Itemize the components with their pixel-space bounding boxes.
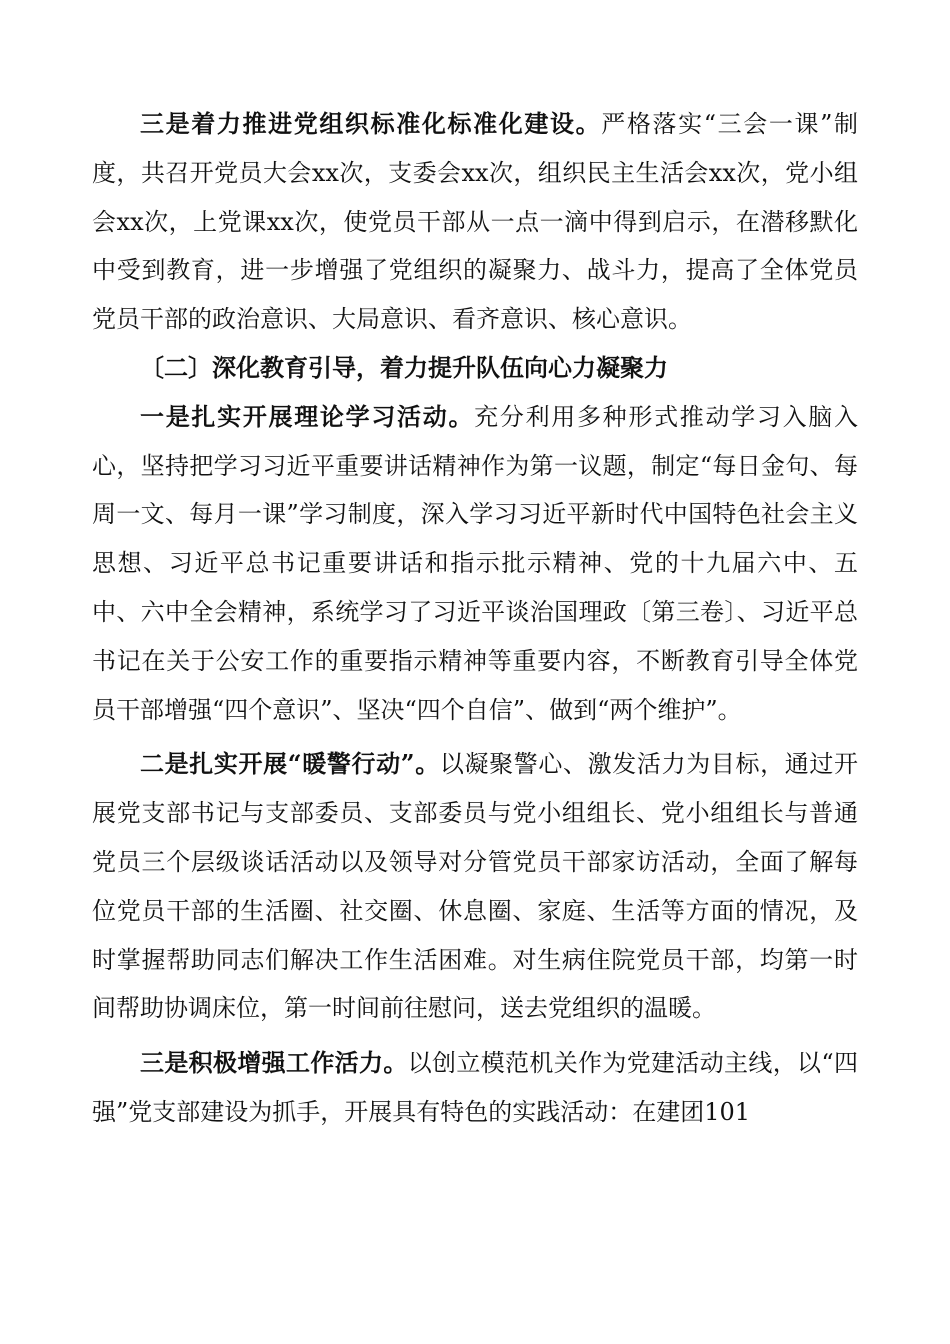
paragraph-lead: 三是积极增强工作活力。	[140, 1048, 408, 1078]
paragraph-text: 以创立模范机关作为党建活动主线，以“四强”党支部建设为抓手，开展具有特色的实践活动：在建团101	[92, 1049, 858, 1126]
paragraph-text: 以凝聚警心、激发活力为目标，通过开展党支部书记与支部委员、支部委员与党小组组长、党小组组长与普通党员三个层级谈话活动以及领导对分管党员干部家访活动，全面了解每位党员干部的生活圈、社交圈、休息圈、家庭、生活等方面的情况，及时掌握帮助同志们解决工作生活困难。对生病住院党员干部，均第一时间帮助协调床位，第一时间前往慰问，送去党组织的温暖。	[92, 750, 859, 1023]
paragraph-theory-study	[92, 393, 858, 735]
paragraph-text: 充分利用多种形式推动学习入脑入心，坚持把学习习近平重要讲话精神作为第一议题，制定“每日金句、每周一文、每月一课”学习制度，深入学习习近平新时代中国特色社会主义思想、习近平总书记重要讲话和指示批示精神、党的十九届六中、五中、六中全会精神，系统学习了习近平谈治国理政〔第三卷〕、习近平总书记在关于公安工作的重要指示精神等重要内容，不断教育引导全体党员干部增强“四个意识”、坚决“四个自信”、做到“两个维护”。	[92, 402, 859, 724]
paragraph-lead: 三是着力推进党组织标准化标准化建设。	[140, 109, 602, 138]
paragraph-lead: 二是扎实开展“暖警行动”。	[140, 749, 440, 779]
document-body	[92, 100, 858, 1137]
paragraph-lead: 一是扎实开展理论学习活动。	[140, 401, 475, 431]
paragraph-work-vitality	[92, 1039, 858, 1137]
paragraph-text: 严格落实“三会一课”制度，共召开党员大会xx次，支委会xx次，组织民主生活会xx次，党小组会xx次，上党课xx次，使党员干部从一点一滴中得到启示，在潜移默化中受到教育，进一步增强了党组织的凝聚力、战斗力，提高了全体党员党员干部的政治意识、大局意识、看齐意识、核心意识。	[92, 110, 858, 334]
section-heading: 〔二〕深化教育引导，着力提升队伍向心力凝聚力	[140, 352, 668, 382]
paragraph-warm-police	[92, 740, 858, 1033]
paragraph-party-standardization	[92, 100, 858, 344]
